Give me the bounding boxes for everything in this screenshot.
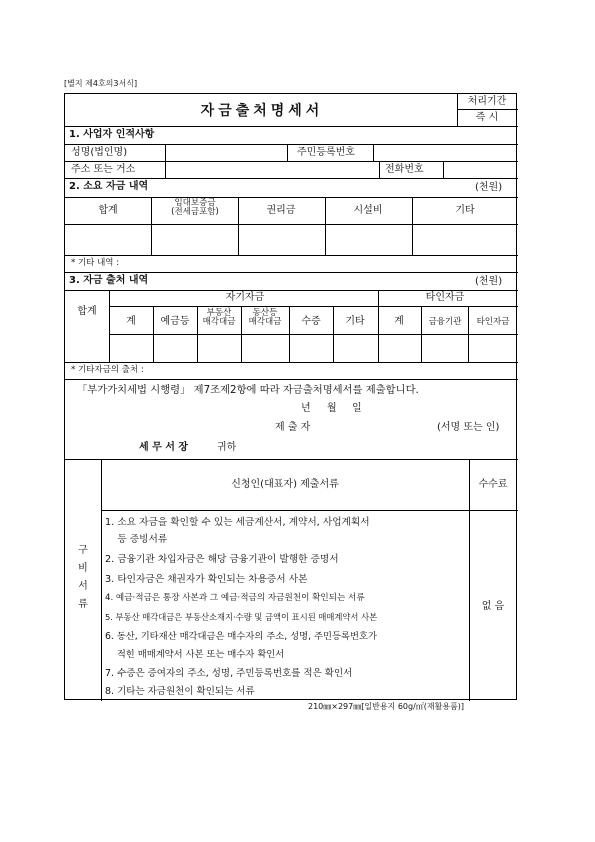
phone-label: 전화번호 [385,164,424,175]
doc-item: 6. 동산, 기타재산 매각대금은 매수자의 주소, 성명, 주민등록번호가 [105,631,377,642]
date-month: 월 [327,403,337,414]
name-label: 성명(법인명) [71,147,128,158]
resident-number-label: 주민등록번호 [297,147,355,158]
own-col-gift: 수증 [301,316,321,327]
sec2-header-facility: 시설비 [353,205,383,216]
page-title: 자금출처명세서 [200,103,324,119]
own-col-real-estate: 부동산 매각대금 [202,308,236,327]
declaration-text: 「부가가치세법 시행령」 제7조제2항에 따라 자금출처명세서를 제출합니다. [77,384,419,396]
signature-label: (서명 또는 인) [437,422,500,433]
tax-office-head: 세 무 서 장 [139,442,189,453]
doc-item: 2. 금융기관 차입자금은 해당 금융기관이 발행한 증명서 [105,554,339,565]
sec3-total-label: 합계 [77,306,97,317]
processing-period-value: 즉 시 [475,112,499,123]
doc-item: 5. 부동산 매각대금은 부동산소재지·수량 및 금액이 표시된 매매계약서 사본 [105,612,378,622]
own-col-other: 기타 [345,316,365,327]
own-col-sum: 계 [126,316,136,327]
doc-item: 7. 수증은 증여자의 주소, 성명, 주민등록번호를 적은 확인서 [105,668,353,679]
doc-item: 3. 타인자금은 채권자가 확인되는 차용증서 사본 [105,574,308,585]
paper-spec-footer: 210㎜×297㎜[일반용지 60g/㎡(재활용품)] [308,702,465,711]
processing-period-label: 처리기간 [467,96,507,107]
sec2-header-other: 기타 [455,205,475,216]
other-col-sum: 계 [394,316,404,327]
doc-item: 8. 기타는 자금원천이 확인되는 서류 [105,686,255,697]
doc-item: 등 증빙서류 [105,534,168,545]
docs-header: 신청인(대표자) 제출서류 [231,479,339,490]
form-reference: [별지 제4호의3서식] [64,79,138,88]
doc-item: 4. 예금·적금은 통장 사본과 그 예금·적금의 자금원천이 확인되는 서류 [105,593,365,603]
doc-item: 1. 소요 자금을 확인할 수 있는 세금계산서, 계약서, 사업계획서 [105,517,370,528]
addressee-suffix: 귀하 [217,442,237,453]
section2-title: 2. 소요 자금 내역 [69,181,149,192]
own-funds-label: 자기자금 [225,292,265,303]
doc-item: 적힌 매매계약서 사본 또는 매수자 확인서 [105,649,285,660]
fee-value: 없 음 [481,601,505,612]
sec2-header-premium: 권리금 [266,205,296,216]
fee-header: 수수료 [478,479,508,490]
date-year: 년 [301,403,311,414]
other-detail-label: * 기타 내역 : [71,258,120,268]
other-col-financial: 금융기관 [428,317,462,327]
section3-title: 3. 자금 출처 내역 [69,275,149,286]
side-label-3: 서 [78,581,88,592]
section2-unit: (천원) [475,182,503,193]
other-source-label: * 기타자금의 출처 : [71,365,144,375]
side-label-1: 구 [78,545,88,556]
sec2-header-deposit: 임대보증금 (전세금포함) [171,198,219,217]
own-col-deposits: 예금등 [160,316,190,327]
section1-title: 1. 사업자 인적사항 [69,129,155,140]
sec2-header-total: 합계 [98,205,118,216]
side-label-4: 류 [78,599,88,610]
submitter-label: 제 출 자 [275,422,311,433]
section3-unit: (천원) [475,276,503,287]
form-table [64,93,517,700]
side-label-2: 비 [78,563,88,574]
own-col-movables: 동산등 매각대금 [248,308,282,327]
other-col-third-party: 타인자금 [476,317,510,327]
address-label: 주소 또는 거소 [71,164,136,175]
other-funds-label: 타인자금 [425,292,465,303]
date-day: 일 [352,403,362,414]
